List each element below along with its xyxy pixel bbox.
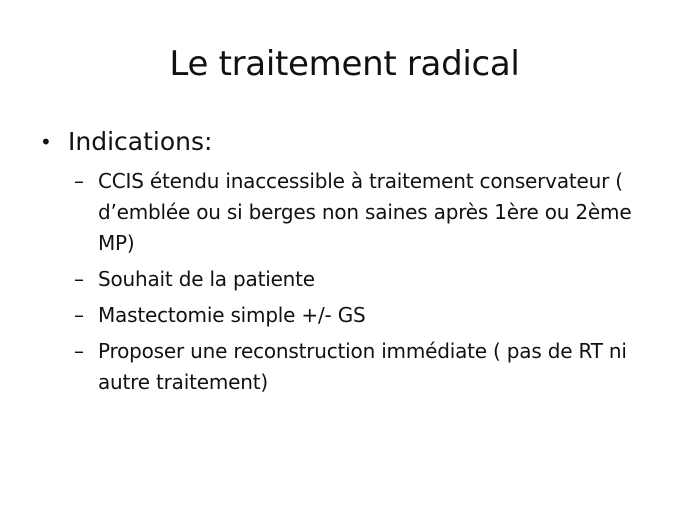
sub-bullet-text: Mastectomie simple +/- GS [98,303,366,327]
sub-bullet-text: Proposer une reconstruction immédiate ( pas de RT ni autre traitement) [98,339,627,394]
sub-bullet-item [40,336,640,398]
sub-bullet-item [40,264,640,295]
bullet-dot-icon: • [40,130,52,154]
sub-bullet-text: CCIS étendu inaccessible à traitement conservateur ( d’emblée ou si berges non saines après 1ère ou 2ème MP) [98,169,632,255]
dash-icon: – [74,303,84,327]
sub-bullet-item [40,300,640,331]
slide-content [40,124,640,403]
sub-bullet-text: Souhait de la patiente [98,267,315,291]
dash-icon: – [74,267,84,291]
bullet-indications [40,124,640,160]
slide-title: Le traitement radical [169,44,520,84]
dash-icon: – [74,169,84,193]
bullet-text: Indications: [68,127,213,156]
sub-bullet-item [40,166,640,259]
dash-icon: – [74,339,84,363]
sub-bullet-list [40,166,640,398]
